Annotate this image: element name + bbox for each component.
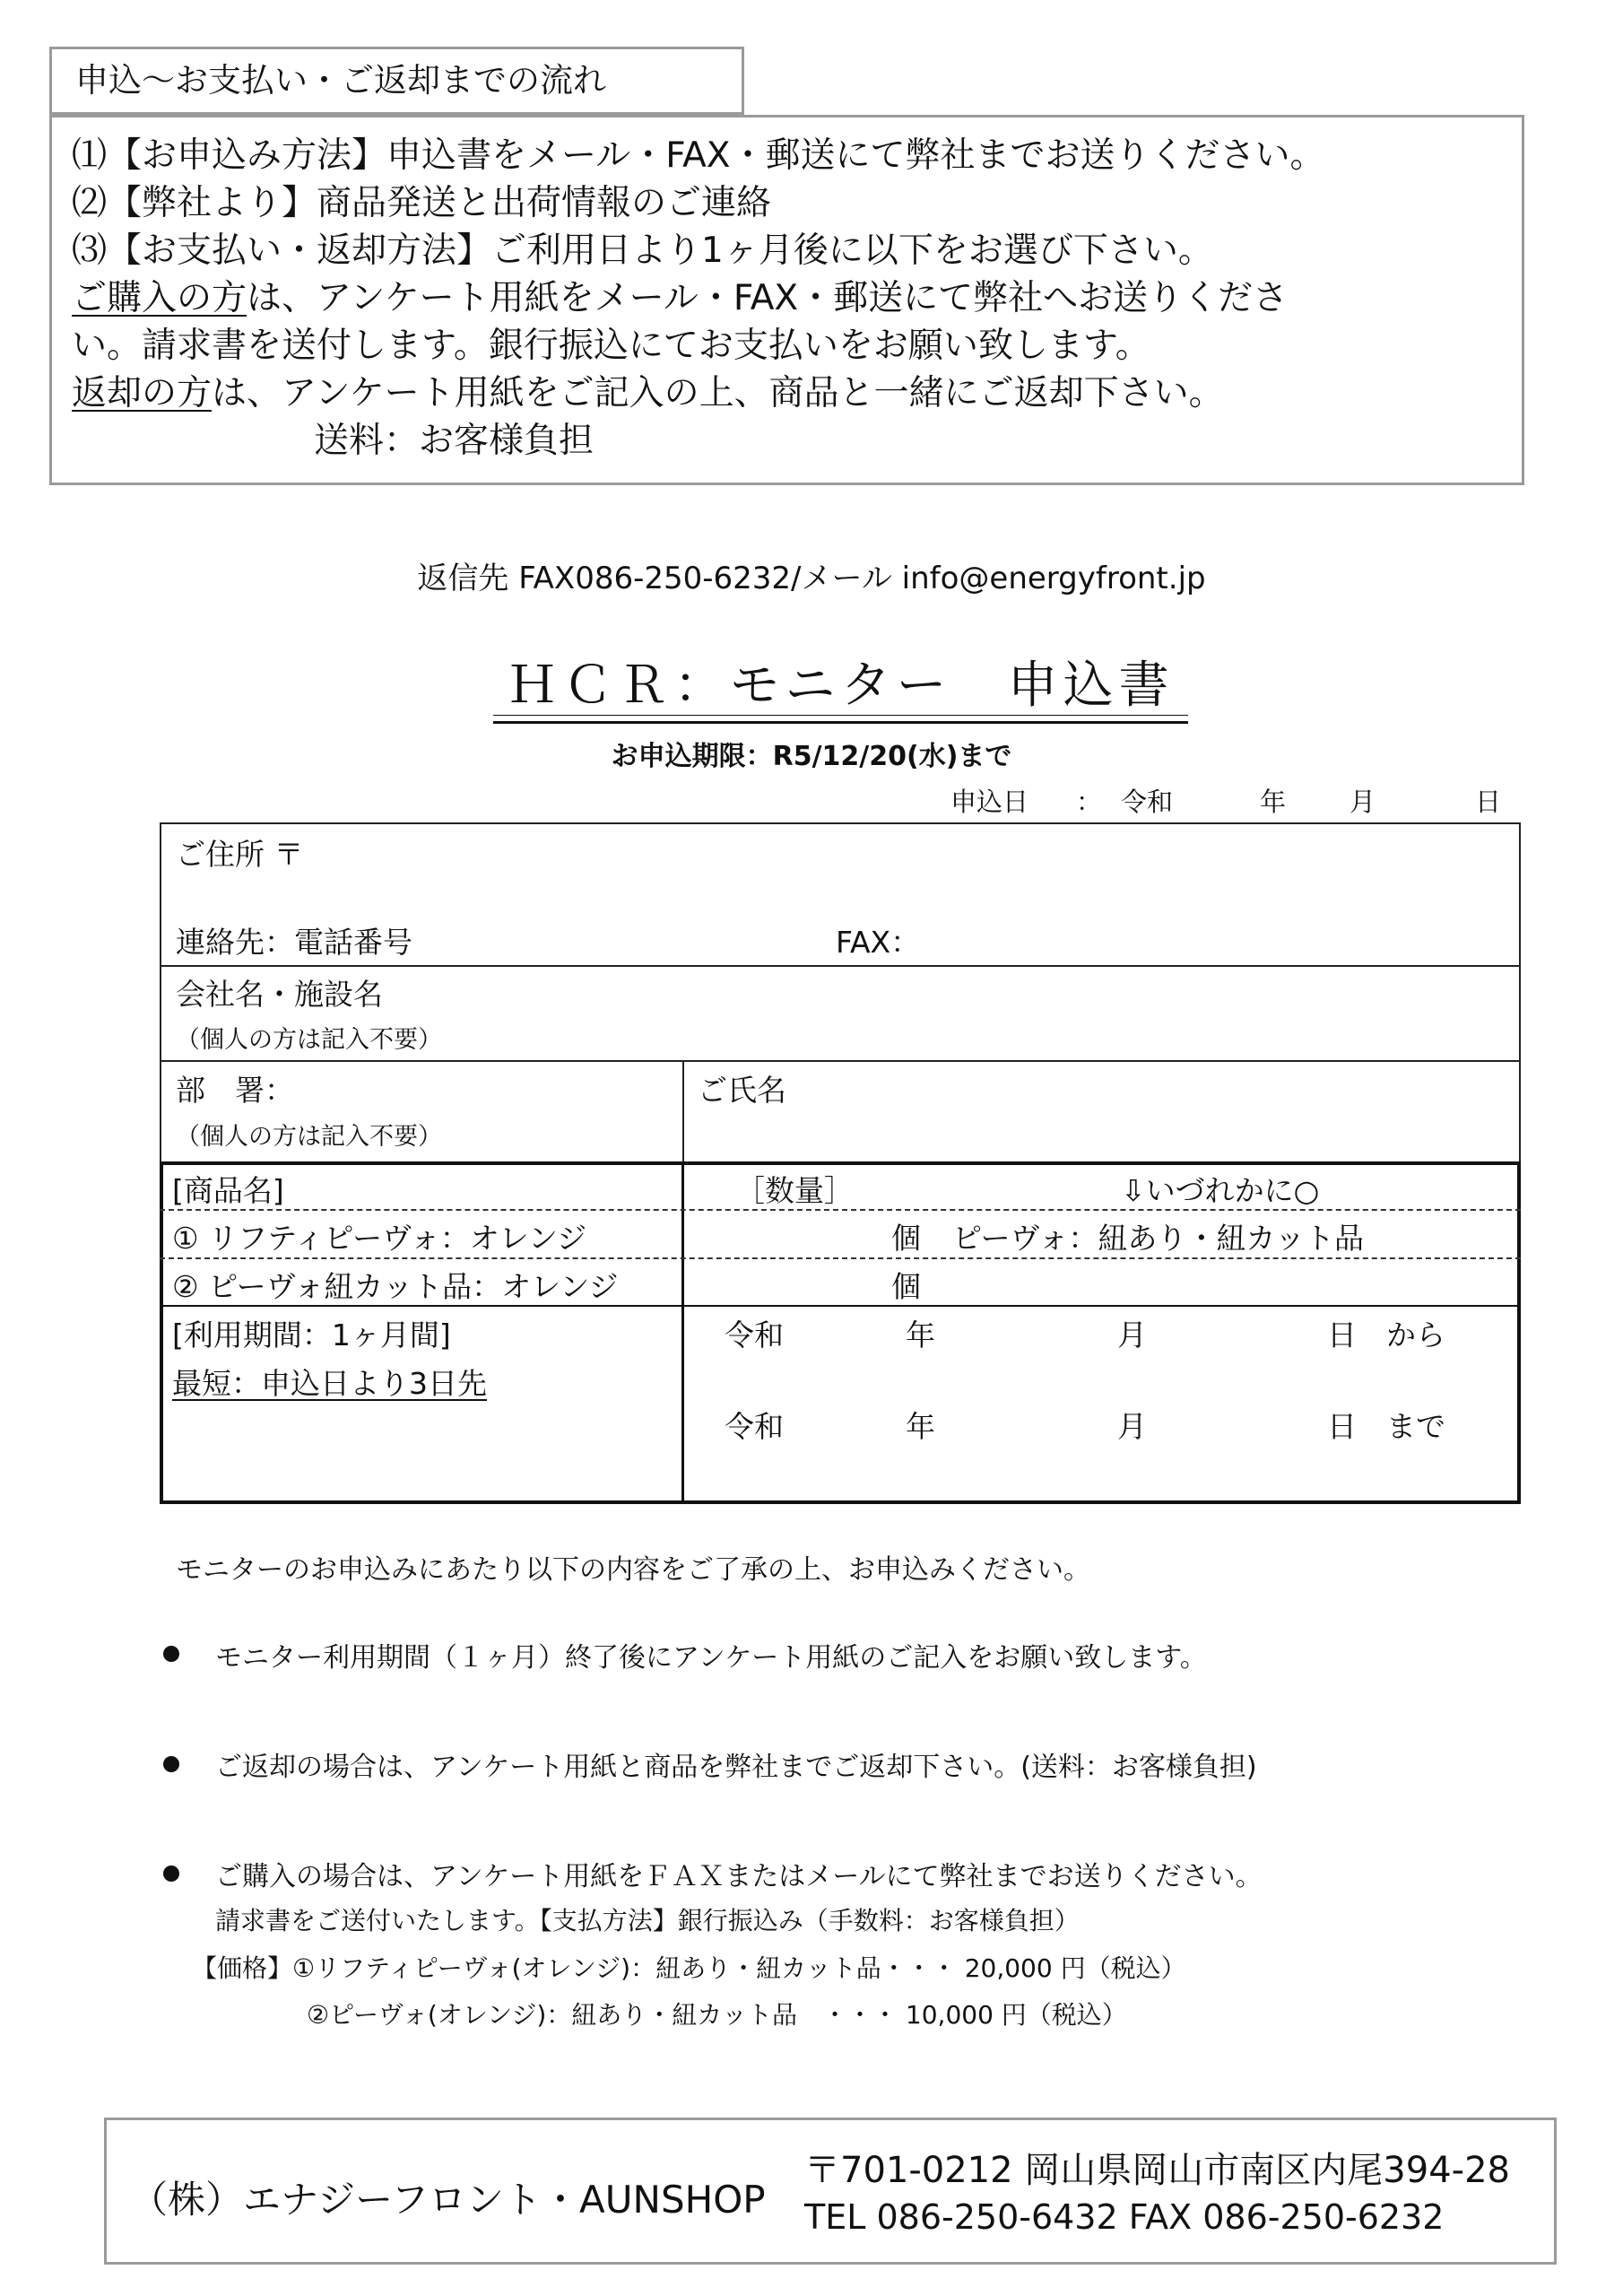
row-divider-1: [160, 965, 1521, 967]
to-month: 月: [1117, 1409, 1147, 1444]
item1-option: ピーヴォ：紐あり・紐カット品: [952, 1221, 1365, 1256]
item2-unit: 個: [891, 1269, 921, 1304]
to-day: 日 まで: [1327, 1409, 1445, 1444]
name-label: ご氏名: [698, 1073, 786, 1108]
application-date-label: 申込日: [950, 787, 1029, 817]
application-date-month: 月: [1350, 787, 1376, 817]
item1-name: ① リフティピーヴォ：オレンジ: [172, 1221, 587, 1256]
product-section-bottom: [160, 1500, 1521, 1504]
application-date-year: 年: [1260, 787, 1287, 817]
return-text: は、アンケート用紙をご記入の上、商品と一緒にご返却下さい。: [212, 373, 1224, 413]
note-bullet-1: モニター利用期間（１ヶ月）終了後にアンケート用紙のご記入をお願い致します。: [215, 1642, 1207, 1674]
application-date-colon: ：: [1076, 787, 1103, 817]
dept-note: （個人の方は記入不要）: [176, 1123, 442, 1151]
product-border-right: [1517, 1161, 1521, 1504]
address-label: ご住所 〒: [176, 837, 304, 872]
fax-label: FAX：: [836, 925, 921, 960]
form-border-left-upper: [160, 822, 161, 1163]
note-bullet-2: ご返却の場合は、アンケート用紙と商品を弊社までご返却下さい。(送料：お客様負担): [215, 1752, 1257, 1783]
bullet-icon: [163, 1866, 179, 1882]
company-address: 〒701-0212 岡山県岡山市南区内尾394-28: [804, 2150, 1510, 2191]
price-line-2: ②ピーヴォ(オレンジ)：紐あり・紐カット品 ・・・ 10,000 円（税込）: [307, 2000, 1127, 2030]
to-era: 令和: [725, 1409, 784, 1444]
deadline: お申込期限：R5/12/20(水)まで: [611, 741, 1012, 772]
company-note: （個人の方は記入不要）: [176, 1026, 442, 1054]
period-label: [利用期間：1ヶ月間]: [172, 1318, 451, 1352]
invoice-note: 請求書をご送付いたします。【支払方法】銀行振込み（手数料：お客様負担）: [215, 1906, 1080, 1935]
application-date-day: 日: [1475, 787, 1502, 817]
product-column-divider: [681, 1161, 684, 1504]
form-border-top: [160, 822, 1521, 824]
from-month: 月: [1117, 1318, 1147, 1352]
from-era: 令和: [725, 1318, 784, 1352]
product-header: [商品名]: [172, 1173, 284, 1208]
product-section-top: [160, 1161, 1521, 1165]
purchase-label: ご購入の方: [72, 278, 247, 318]
return-label: 返却の方: [72, 373, 213, 413]
purchase-instructions-cont: い。請求書を送付します。銀行振込にてお支払いをお願い致します。: [72, 326, 1150, 366]
from-year: 年: [906, 1318, 935, 1352]
dept-label: 部 署：: [176, 1073, 294, 1108]
bullet-icon: [163, 1646, 179, 1662]
shipping-note: 送料：お客様負担: [314, 421, 595, 461]
flow-title: 申込～お支払い・ご返却までの流れ: [49, 47, 744, 115]
phone-label: 連絡先：電話番号: [176, 925, 412, 960]
price-line-1: 【価格】①リフティピーヴォ(オレンジ)：紐あり・紐カット品・・・ 20,000 円（税込）: [192, 1953, 1186, 1983]
period-note: 最短：申込日より3日先: [172, 1366, 487, 1401]
product-dash-2: [160, 1257, 1521, 1259]
flow-step-2: ⑵【弊社より】商品発送と出荷情報のご連絡: [72, 183, 772, 223]
dept-name-divider: [682, 1060, 684, 1163]
product-border-left: [160, 1161, 163, 1504]
footer-contact: [104, 2118, 1557, 2265]
note-bullet-3: ご購入の場合は、アンケート用紙をＦＡＸまたはメールにて弊社までお送りください。: [215, 1861, 1263, 1892]
company-name: （株）エナジーフロント・AUNSHOP: [130, 2178, 766, 2222]
form-title: ＨＣＲ：モニター 申込書: [493, 646, 1188, 724]
purchase-instructions: [72, 274, 1522, 322]
application-form: [160, 822, 1521, 1504]
company-tel-fax: TEL 086-250-6432 FAX 086-250-6232: [804, 2197, 1445, 2237]
flow-step-1: ⑴【お申込み方法】申込書をメール・FAX・郵送にて弊社までお送りください。: [72, 135, 1325, 176]
return-instructions: [72, 370, 1522, 417]
bullet-icon: [163, 1756, 179, 1772]
quantity-header: ［数量］: [735, 1173, 854, 1208]
item2-name: ② ピーヴォ紐カット品：オレンジ: [172, 1269, 619, 1304]
notes-intro: モニターのお申込みにあたり以下の内容をご了承の上、お申込みください。: [176, 1554, 1090, 1586]
flow-description: [49, 115, 1524, 485]
to-year: 年: [906, 1409, 935, 1444]
application-date-era: 令和: [1121, 787, 1174, 817]
flow-step-3: ⑶【お支払い・返却方法】ご利用日より1ヶ月後に以下をお選び下さい。: [72, 230, 1213, 271]
row-divider-2: [160, 1060, 1521, 1062]
reply-to: 返信先 FAX086-250-6232/メール info@energyfront.jp: [417, 561, 1206, 596]
item1-unit: 個: [891, 1221, 921, 1256]
from-day: 日 から: [1327, 1318, 1445, 1352]
form-border-right-upper: [1519, 822, 1521, 1163]
title-double-underline: [493, 715, 1188, 716]
purchase-text: は、アンケート用紙をメール・FAX・郵送にて弊社へお送りくださ: [247, 278, 1289, 318]
choose-note: ⇩いづれかに○: [1121, 1173, 1320, 1208]
company-label: 会社名・施設名: [176, 977, 383, 1012]
